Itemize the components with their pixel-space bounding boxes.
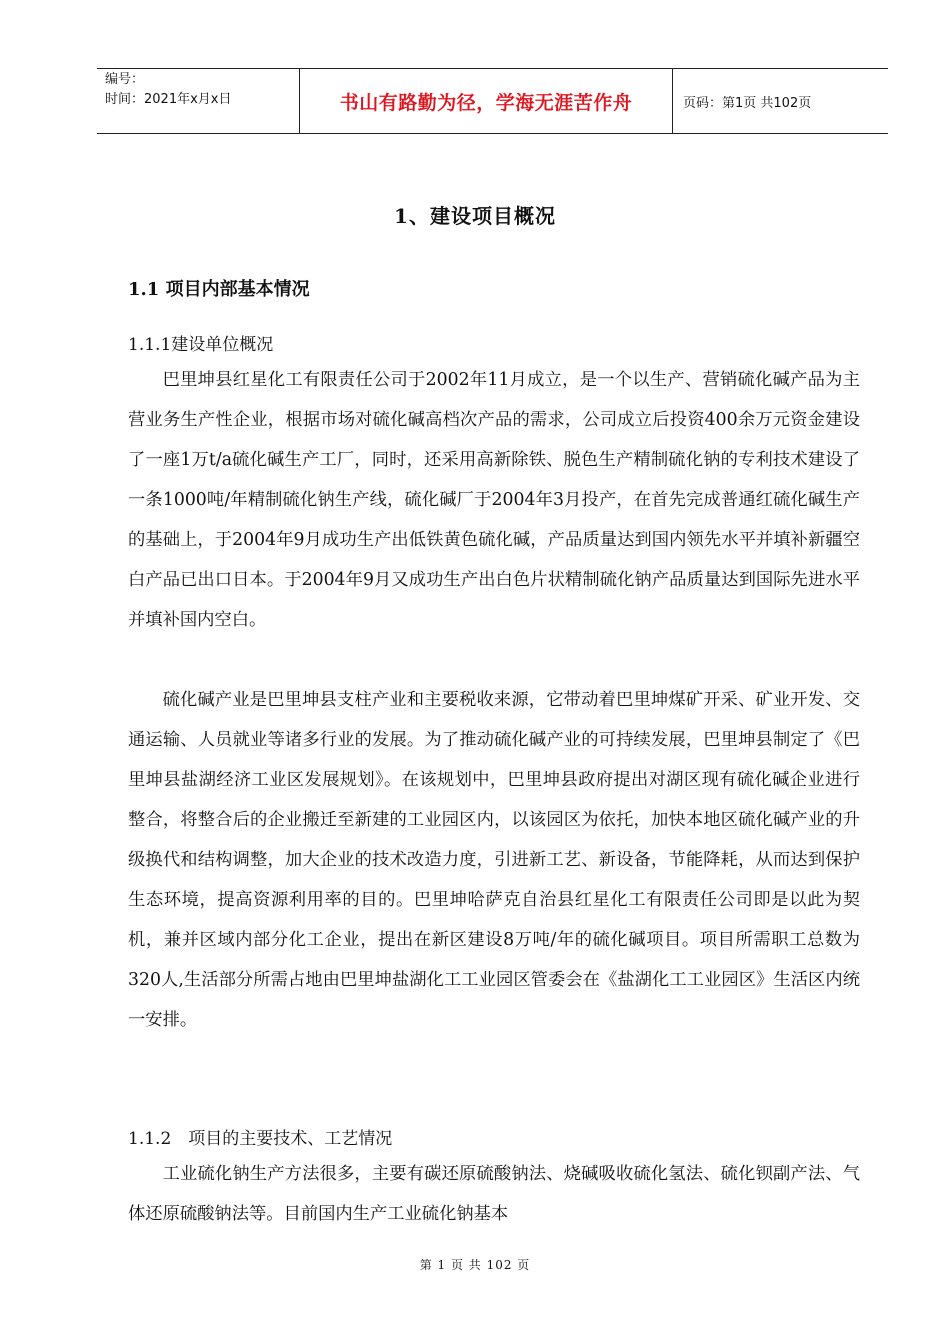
- header-motto-cell: [300, 69, 673, 133]
- header-page-cell: [673, 69, 888, 133]
- page-footer: 第 1 页 共 102 页: [419, 1258, 531, 1272]
- header-meta-cell: [97, 69, 300, 133]
- paragraph-company-overview: 巴里坤县红星化工有限责任公司于2002年11月成立，是一个以生产、营销硫化碱产品为主营业务生产性企业，根据市场对硫化碱高档次产品的需求，公司成立后投资400余万元资金建设了一座1万t/a硫化碱生产工厂，同时，还采用高新除铁、脱色生产精制硫化钠的专利技术建设了一条1000吨/年精制硫化钠生产线，硫化碱厂于2004年3月投产，在首先完成普通红硫化碱生产的基础上，于2004年9月成功生产出低铁黄色硫化碱，产品质量达到国内领先水平并填补新疆空白产品已出口日本。于2004年9月又成功生产出白色片状精制硫化钠产品质量达到国际先进水平并填补国内空白。: [128, 370, 860, 630]
- document-number-label: 编号：: [105, 72, 145, 87]
- section-heading-1-1: 1.1 项目内部基本情况: [128, 279, 310, 300]
- header-table: [97, 68, 888, 134]
- motto-text: 书山有路勤为径，学海无涯苦作舟: [339, 91, 633, 114]
- section-heading-1-1-2: 1.1.2 项目的主要技术、工艺情况: [128, 1129, 393, 1149]
- document-time-label: 时间：2021年x月x日: [105, 92, 232, 107]
- paragraph-industry-context: 硫化碱产业是巴里坤县支柱产业和主要税收来源，它带动着巴里坤煤矿开采、矿业开发、交通运输、人员就业等诸多行业的发展。为了推动硫化碱产业的可持续发展，巴里坤县制定了《巴里坤县盐湖经济工业区发展规划》。在该规划中，巴里坤县政府提出对湖区现有硫化碱企业进行整合，将整合后的企业搬迁至新建的工业园区内，以该园区为依托，加快本地区硫化碱产业的升级换代和结构调整，加大企业的技术改造力度，引进新工艺、新设备，节能降耗，从而达到保护生态环境，提高资源利用率的目的。巴里坤哈萨克自治县红星化工有限责任公司即是以此为契机，兼并区域内部分化工企业，提出在新区建设8万吨/年的硫化碱项目。项目所需职工总数为320人,生活部分所需占地由巴里坤盐湖化工工业园区管委会在《盐湖化工工业园区》生活区内统一安排。: [128, 690, 860, 1030]
- paragraph-production-methods: 工业硫化钠生产方法很多，主要有碳还原硫酸钠法、烧碱吸收硫化氢法、硫化钡副产法、气体还原硫酸钠法等。目前国内生产工业硫化钠基本: [128, 1164, 860, 1224]
- section-heading-1-1-1: 1.1.1建设单位概况: [128, 335, 274, 355]
- page-title: 1、建设项目概况: [394, 204, 556, 228]
- page-info: 页码：第1页 共102页: [683, 95, 812, 111]
